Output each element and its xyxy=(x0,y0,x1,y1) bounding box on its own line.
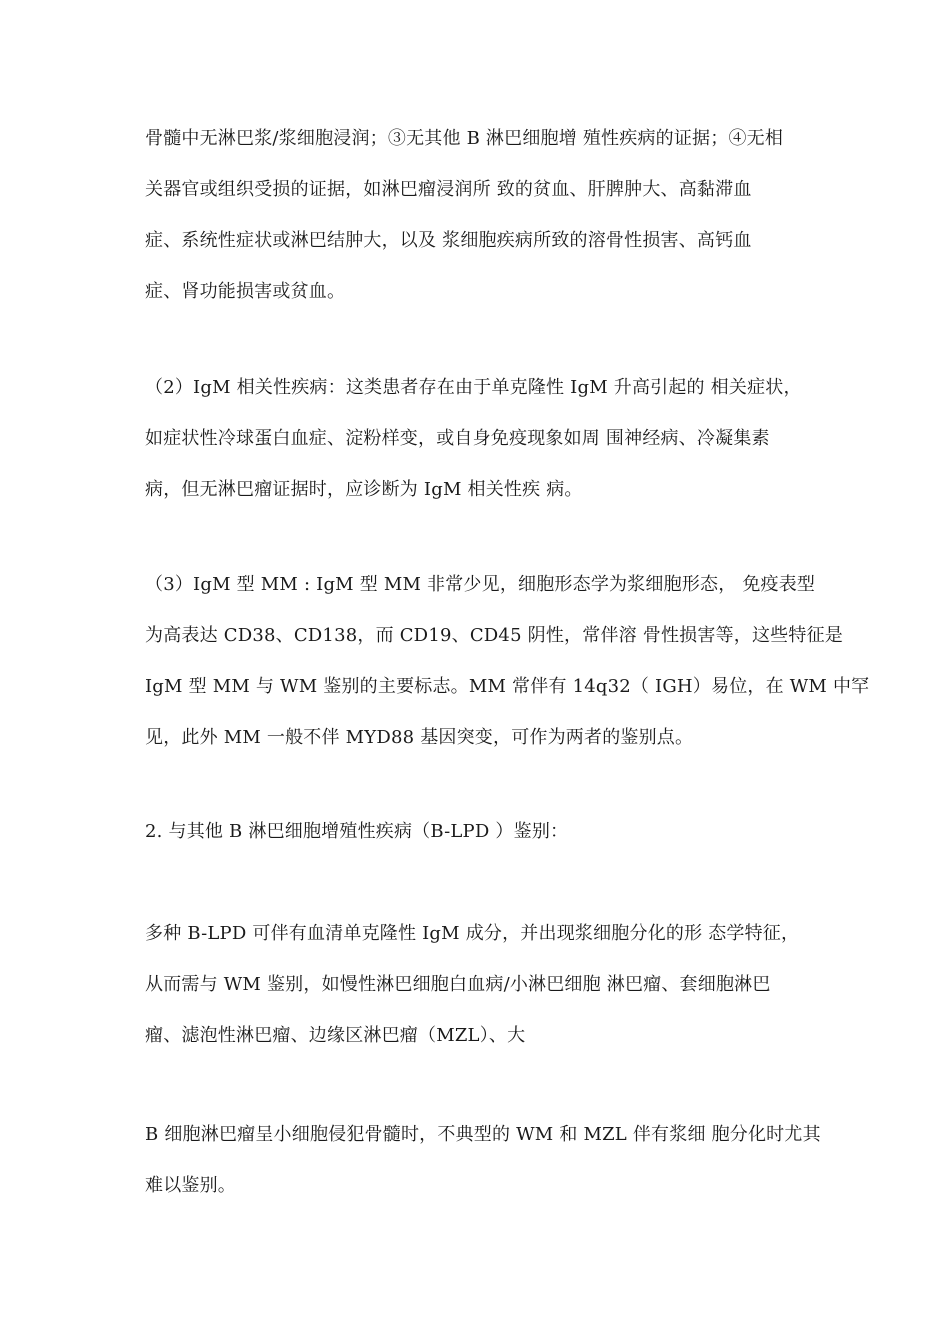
text-line: 症、肾功能损害或贫血。 xyxy=(145,281,346,302)
text-line: 症、系统性症状或淋巴结肿大，以及 浆细胞疾病所致的溶骨性损害、高钙血 xyxy=(145,230,752,251)
text-line: 多种 B-LPD 可伴有血清单克隆性 IgM 成分，并出现浆细胞分化的形 态学特征， xyxy=(145,923,800,944)
text-line: 瘤、滤泡性淋巴瘤、边缘区淋巴瘤（MZL）、大 xyxy=(145,1025,526,1046)
paragraph-igm-related-disease xyxy=(145,362,825,515)
text-line: 见，此外 MM 一般不伴 MYD88 基因突变，可作为两者的鉴别点。 xyxy=(145,727,694,748)
text-line: 如症状性冷球蛋白血症、淀粉样变，或自身免疫现象如周 围神经病、冷凝集素 xyxy=(145,428,770,449)
text-line: 难以鉴别。 xyxy=(145,1175,236,1196)
paragraph-b-cell-lymphoma xyxy=(145,1109,825,1211)
text-line: IgM 型 MM 与 WM 鉴别的主要标志。MM 常伴有 14q32（ IGH）易位，在 WM 中罕 xyxy=(145,676,870,697)
text-line: 关器官或组织受损的证据，如淋巴瘤浸润所 致的贫血、肝脾肿大、高黏滞血 xyxy=(145,179,752,200)
text-line: 为高表达 CD38、CD138，而 CD19、CD45 阴性，常伴溶 骨性损害等，这些特征是 xyxy=(145,625,843,646)
paragraph-igm-mm xyxy=(145,559,870,763)
paragraph-b-lpd-differential xyxy=(145,908,825,1061)
paragraph-who-criteria-continuation xyxy=(145,113,825,317)
text-line: 骨髓中无淋巴浆/浆细胞浸润；③无其他 B 淋巴细胞增 殖性疾病的证据；④无相 xyxy=(145,128,784,149)
section-heading-b-lpd xyxy=(145,806,825,857)
text-line: 病，但无淋巴瘤证据时，应诊断为 IgM 相关性疾 病。 xyxy=(145,479,583,500)
text-line: （3）IgM 型 MM : IgM 型 MM 非常少见，细胞形态学为浆细胞形态， 免疫表型 xyxy=(145,574,816,595)
text-line: 从而需与 WM 鉴别，如慢性淋巴细胞白血病/小淋巴细胞 淋巴瘤、套细胞淋巴 xyxy=(145,974,771,995)
text-line: （2）IgM 相关性疾病：这类患者存在由于单克隆性 IgM 升高引起的 相关症状， xyxy=(145,377,802,398)
text-line: B 细胞淋巴瘤呈小细胞侵犯骨髓时，不典型的 WM 和 MZL 伴有浆细 胞分化时尤其 xyxy=(145,1124,821,1145)
text-line: 2. 与其他 B 淋巴细胞增殖性疾病（B-LPD ）鉴别： xyxy=(145,821,569,842)
